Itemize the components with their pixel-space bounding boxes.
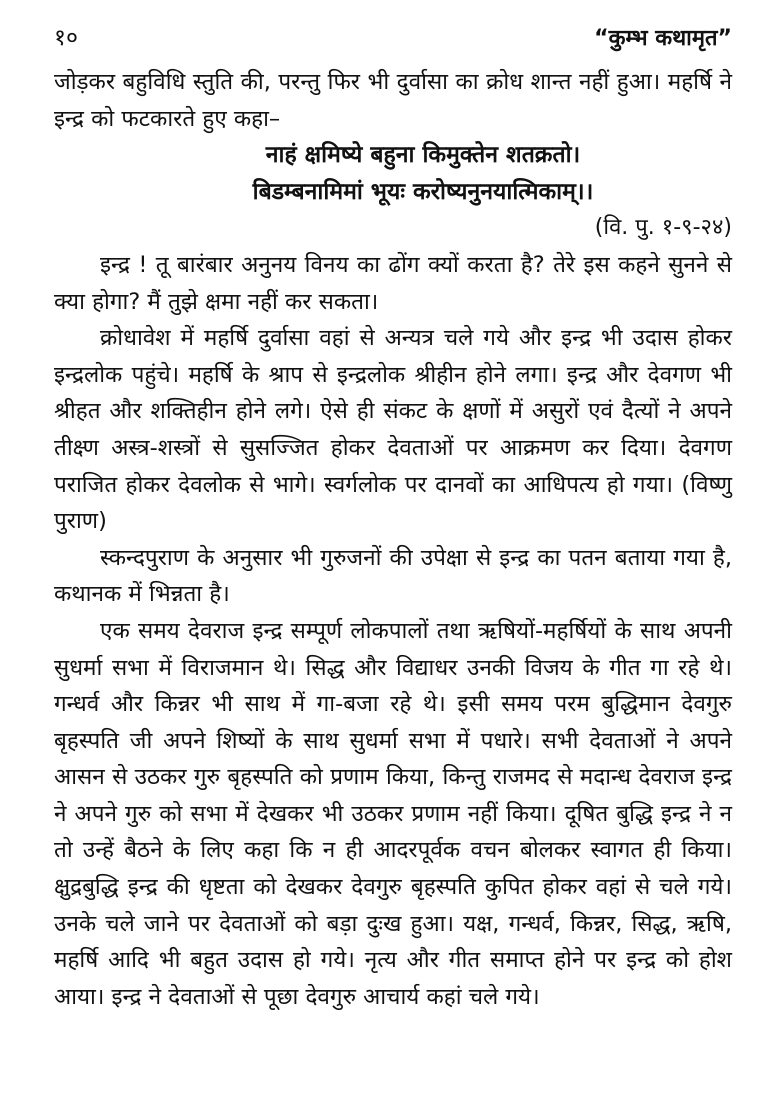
paragraph-3: क्रोधावेश में महर्षि दुर्वासा वहां से अन्यत्र चले गये और इन्द्र भी उदास होकर इन्द्रलोक पहुंचे। महर्षि के श्राप से इन्द्रलोक श्रीहीन होने लगा। इन्द्र और देवगण भी श्रीहत और शक्तिहीन होने लगे। ऐसे ही संकट के क्षणों में असुरों एवं दैत्यों ने अपने तीक्ष्ण अस्त्र-शस्त्रों से सुसज्जित होकर देवताओं पर आक्रमण कर दिया। देवगण पराजित होकर देवलोक से भागे। स्वर्गलोक पर दानवों का आधिपत्य हो गया। (विष्णु पुराण) (54, 325, 732, 535)
paragraph-1: जोड़कर बहुविधि स्तुति की, परन्तु फिर भी दुर्वासा का क्रोध शान्त नहीं हुआ। महर्षि ने इन्द्र को फटकारते हुए कहा– (54, 69, 732, 132)
paragraph-4: स्कन्दपुराण के अनुसार भी गुरुजनों की उपेक्षा से इन्द्र का पतन बताया गया है, कथानक में भिन्नता है। (54, 544, 732, 608)
page-body (54, 64, 732, 1015)
page-header (54, 20, 732, 64)
verse-line-2: बिडम्बनामिमां भूयः करोष्यनुनयात्मिकाम्।। (252, 178, 594, 205)
verse-line-1: नाहं क्षमिष्ये बहुना किमुक्तेन शतक्रतो। (265, 142, 581, 169)
paragraph-2: इन्द्र ! तू बारंबार अनुनय विनय का ढोंग क्यों करता है? तेरे इस कहने सुनने से क्या होगा? मैं तुझे क्षमा नहीं कर सकता। (54, 251, 732, 315)
book-title: “कुम्भ कथामृत” (594, 26, 732, 51)
paragraph-5: एक समय देवराज इन्द्र सम्पूर्ण लोकपालों तथा ऋषियों-महर्षियों के साथ अपनी सुधर्मा सभा में विराजमान थे। सिद्ध और विद्याधर उनकी विजय के गीत गा रहे थे। गन्धर्व और किन्नर भी साथ में गा-बजा रहे थे। इसी समय परम बुद्धिमान देवगुरु बृहस्पति जी अपने शिष्यों के साथ सुधर्मा सभा में पधारे। सभी देवताओं ने अपने आसन से उठकर गुरु बृहस्पति को प्रणाम किया, किन्तु राजमद से मदान्ध देवराज इन्द्र ने अपने गुरु को सभा में देखकर भी उठकर प्रणाम नहीं किया। दूषित बुद्धि इन्द्र ने न तो उन्हें बैठने के लिए कहा कि न ही आदरपूर्वक वचन बोलकर स्वागत ही किया। क्षुद्रबुद्धि इन्द्र की धृष्टता को देखकर देवगुरु बृहस्पति कुपित होकर वहां से चले गये। उनके चले जाने पर देवताओं को बड़ा दुःख हुआ। यक्ष, गन्धर्व, किन्नर, सिद्ध, ऋषि, महर्षि आदि भी बहुत उदास हो गये। नृत्य और गीत समाप्त होने पर इन्द्र को होश आया। इन्द्र ने देवताओं से पूछा देवगुरु आचार्य कहां चले गये। (54, 617, 732, 1010)
page-number: १० (54, 25, 78, 51)
verse-reference: (वि. पु. १-९-२४) (594, 215, 732, 241)
